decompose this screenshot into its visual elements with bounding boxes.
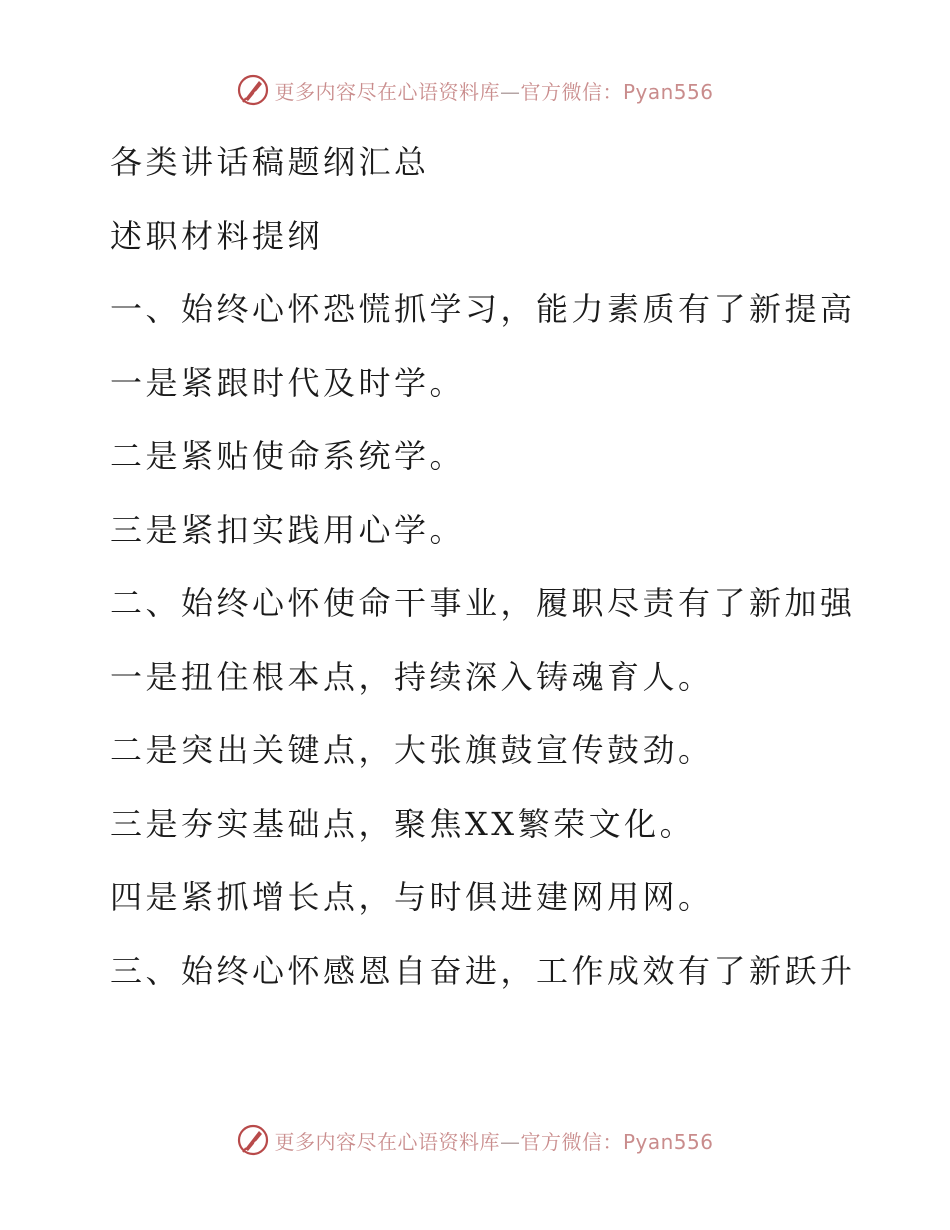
outline-item: 一是紧跟时代及时学。 (110, 363, 466, 402)
quill-pen-logo-icon (236, 1123, 270, 1157)
watermark-main-text: 更多内容尽在心语资料库 (274, 1129, 500, 1154)
header-watermark (0, 70, 950, 110)
watermark-main-text: 更多内容尽在心语资料库 (274, 79, 500, 104)
watermark-contact-text: 官方微信：Pyan556 (520, 1129, 714, 1154)
outline-item: 三是夯实基础点，聚焦XX繁荣文化。 (110, 804, 696, 843)
outline-item: 三是紧扣实践用心学。 (110, 510, 466, 549)
watermark-separator: — (499, 79, 521, 104)
section-heading-2: 二、始终心怀使命干事业，履职尽责有了新加强 (110, 584, 856, 622)
watermark-contact-text: 官方微信：Pyan556 (520, 79, 714, 104)
quill-pen-logo-icon (236, 73, 270, 107)
section-heading-1: 一、始终心怀恐慌抓学习，能力素质有了新提高 (110, 290, 856, 328)
footer-watermark (0, 1120, 950, 1160)
document-body (110, 126, 910, 1008)
watermark-separator: — (499, 1129, 521, 1154)
outline-item: 二是突出关键点，大张旗鼓宣传鼓劲。 (110, 731, 714, 769)
document-subtitle: 述职材料提纲 (110, 216, 324, 255)
outline-item: 四是紧抓增长点，与时俱进建网用网。 (110, 878, 714, 916)
document-title: 各类讲话稿题纲汇总 (110, 143, 430, 181)
section-heading-3: 三、始终心怀感恩自奋进，工作成效有了新跃升 (110, 951, 856, 990)
outline-item: 二是紧贴使命系统学。 (110, 437, 466, 475)
outline-item: 一是扭住根本点，持续深入铸魂育人。 (110, 657, 714, 696)
